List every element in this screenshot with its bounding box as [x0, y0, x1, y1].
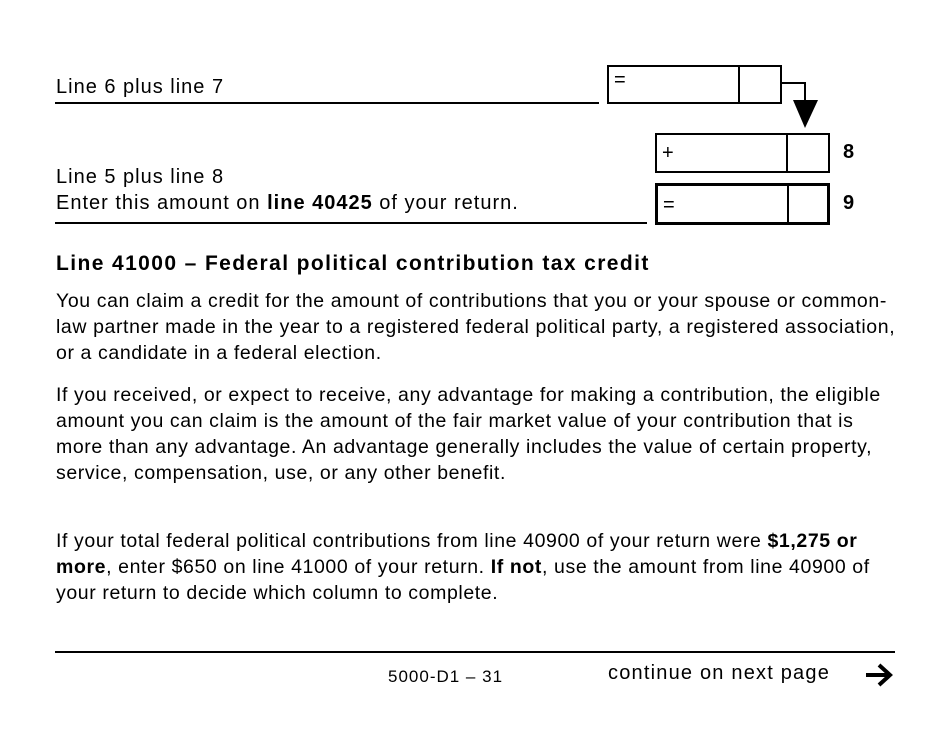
line-number-8: 8 [843, 141, 855, 163]
line-number-9: 9 [843, 192, 855, 214]
cents-divider [787, 186, 789, 222]
plus-sign: + [662, 142, 674, 164]
line-8-amount-field[interactable] [655, 133, 830, 173]
equals-sign: = [614, 69, 626, 91]
page-code: 5000-D1 – 31 [388, 667, 504, 686]
paragraph-3-part-2: , enter $650 on line 41000 of your return. [106, 556, 491, 578]
line-5-plus-8-label: Line 5 plus line 8 [56, 166, 225, 188]
paragraph-3-bold-1: $1,275 or more [56, 530, 858, 578]
paragraph-1: You can claim a credit for the amount of contributions that you or your spouse or common-law partner made in the year to a registered federal political party, a registered association, or a candidate in a federal election. [56, 290, 896, 364]
paragraph-3-part-3: , use the amount from line 40900 of your return to decide which column to complete. [56, 556, 870, 604]
line-9-rule [55, 222, 647, 224]
line-9-amount-field[interactable] [655, 183, 830, 225]
paragraph-3 [56, 528, 906, 606]
continue-next-page-label: continue on next page [608, 662, 831, 684]
arrow-right-icon [864, 662, 894, 688]
paragraph-2: If you received, or expect to receive, any advantage for making a contribution, the eligible amount you can claim is the amount of the fair market value of your contribution that is more than any advantage. An advantage generally includes the value of certain property, service, compensation, use, or any other benefit. [56, 384, 881, 484]
line-6-plus-7-rule [55, 102, 599, 104]
line-9-instruction-prefix: Enter this amount on [56, 192, 268, 214]
cents-divider [738, 67, 740, 102]
cents-divider [786, 135, 788, 171]
footer-rule [55, 651, 895, 653]
line-9-instruction [56, 190, 519, 216]
down-arrow-connector-icon [778, 78, 828, 132]
line-6-plus-7-amount-field[interactable] [607, 65, 782, 104]
line-9-instruction-suffix: of your return. [372, 192, 519, 214]
paragraph-3-part-1: If your total federal political contributions from line 40900 of your return were [56, 530, 768, 552]
line-9-instruction-bold: line 40425 [267, 192, 373, 214]
section-heading: Line 41000 – Federal political contribution tax credit [56, 252, 650, 275]
line-6-plus-7-label: Line 6 plus line 7 [56, 76, 225, 98]
equals-sign: = [663, 194, 675, 216]
paragraph-3-bold-2: If not [490, 556, 542, 578]
